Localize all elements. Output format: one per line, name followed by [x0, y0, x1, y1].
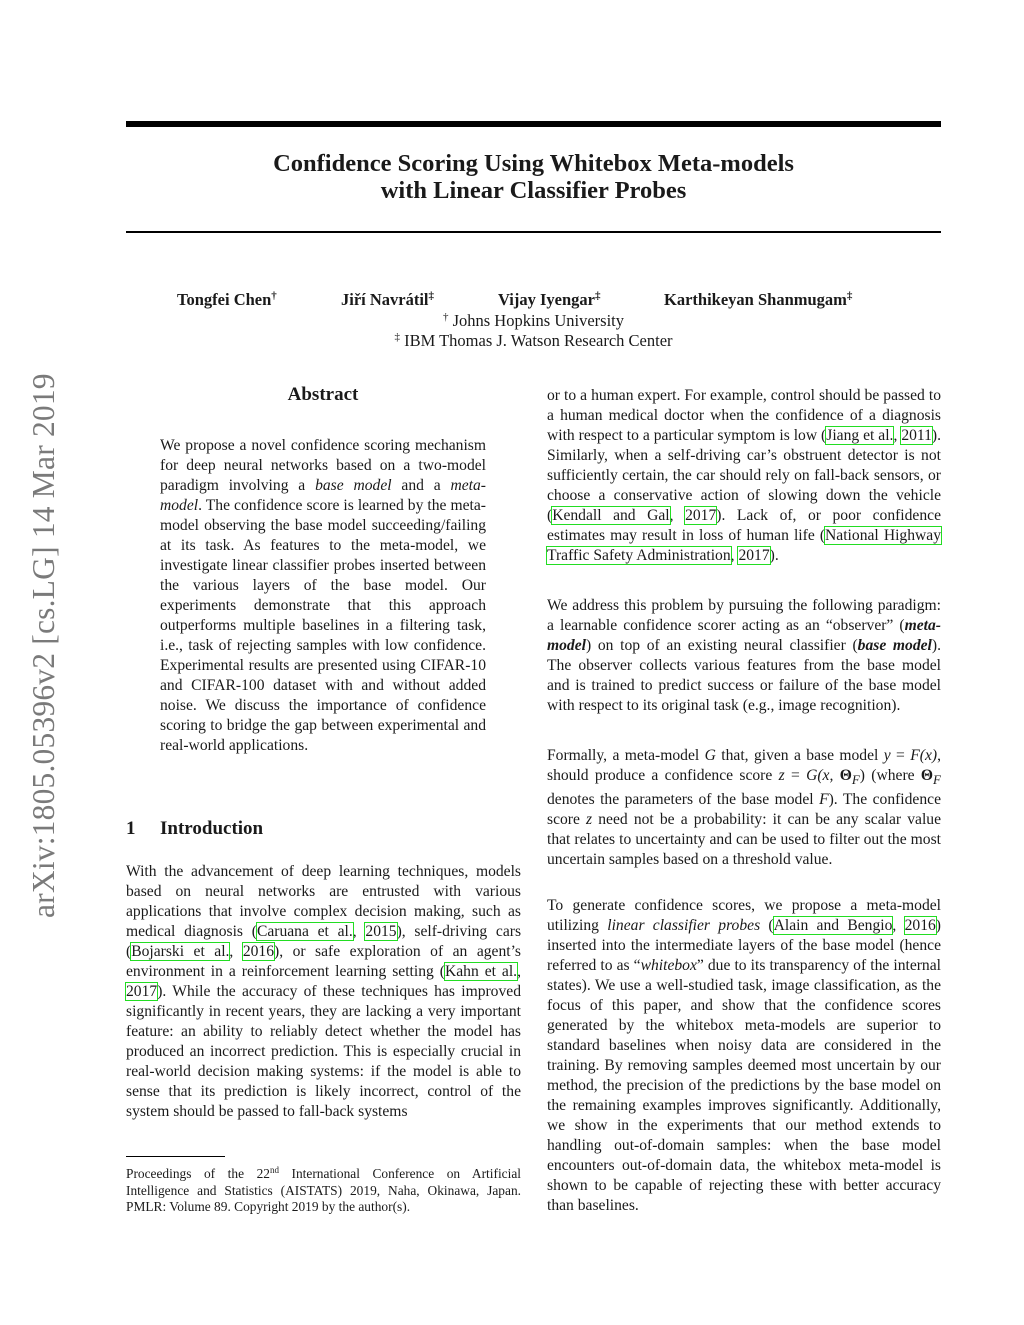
introduction-heading: 1 Introduction — [126, 818, 264, 839]
abstract-body: We propose a novel confidence scoring mechanism for deep neural networks based on a two-model paradigm involving a base model and a meta-model. The confidence score is learned by the meta-model observing the base model succeeding/failing at its task. As features to the meta-model, we investigate linear classifier probes inserted between the various layers of the base model. Our experiments demonstrate that this approach outperforms multiple baselines in a filtering task, i.e., task of rejecting samples with low confidence. Experimental results are presented using CIFAR-10 and CIFAR-100 dataset with and without added noise. We discuss the importance of confidence scoring to bridge the gap between experimental and real-world applications. — [160, 437, 486, 754]
citation-year-link[interactable]: 2015 — [365, 923, 397, 940]
footnote: Proceedings of the 22nd International Conference on Artificial Intelligence and Statistics (AISTATS) 2019, Naha, Okinawa, Japan. PMLR: Volume 89. Copyright 2019 by the author(s). — [126, 1165, 521, 1214]
right-paragraph-3: Formally, a meta-model G that, given a base model y = F(x), should produce a confidence score z = G(x, $\Theta_F$) (where $\Theta_F$ denotes the parameters of the base model F). The confidence score z need not be a probability: it can be any scalar value that relates to uncertainty and can be used to filter out the most uncertain samples based on a threshold value. — [547, 747, 941, 869]
citation-year-link[interactable]: 2017 — [126, 983, 158, 1000]
author-2: Jiří Navrátil‡ — [341, 290, 435, 309]
citation-link[interactable]: Alain and Bengio — [773, 917, 893, 934]
paper-title — [126, 150, 941, 204]
author-1: Tongfei Chen† — [177, 290, 277, 309]
introduction-body: With the advancement of deep learning techniques, models based on neural networks are entrusted with various applications that involve complex decision making, such as medical diagnosis (Caruana et al., 2015), self-driving cars (Bojarski et al., 2016), or safe exploration of an agent’s environment in a reinforcement learning setting (Kahn et al., 2017). While the accuracy of these techniques has improved significantly in recent years, they are lacking a very important feature: an ability to reliably detect whether the model has produced an incorrect prediction. This is especially crucial in real-world decision making systems: if the model is able to sense that its prediction is likely incorrect, control of the system should be passed to fall-back systems — [126, 863, 522, 1120]
arxiv-identifier: arXiv:1805.05396v2 [cs.LG] 14 Mar 2019 — [26, 373, 61, 919]
citation-year-link[interactable]: 2016 — [904, 917, 936, 934]
citation-year-link[interactable]: 2011 — [901, 427, 932, 444]
affiliation-2: ‡ IBM Thomas J. Watson Research Center — [394, 331, 673, 350]
citation-year-link[interactable]: 2016 — [242, 943, 274, 960]
right-paragraph-2: We address this problem by pursuing the following paradigm: a learnable confidence scorer acting as an “observer” (meta-model) on top of an existing neural classifier (base model). The observer collects various features from the base model and is trained to predict success or failure of the base model with respect to its original task (e.g., image recognition). — [547, 597, 941, 714]
title-bottom-rule — [126, 231, 941, 233]
citation-year-link[interactable]: 2017 — [685, 507, 717, 524]
right-paragraph-4: To generate confidence scores, we propose a meta-model utilizing linear classifier probes (Alain and Bengio, 2016) inserted into the intermediate layers of the base model (hence referred to as “whitebox” due to its transparency of the internal states). We use a well-studied task, image classification, as the focus of this paper, and show that the confidence scores generated by the whitebox meta-models are superior to standard baselines when noisy data are considered in the training. By removing samples deemed most uncertain by our method, the precision of the predictions by the base model on the remaining examples improves significantly. Additionally, we show in the experiments that our method extends to handling out-of-domain samples: when the base model encounters out-of-domain data, the whitebox meta-model is shown to be capable of rejecting these with better accuracy than baselines. — [547, 897, 941, 1214]
citation-link[interactable]: Kendall and Gal — [552, 507, 670, 524]
author-4: Karthikeyan Shanmugam‡ — [664, 290, 853, 309]
footnote-rule — [126, 1156, 225, 1157]
title-line-1: Confidence Scoring Using Whitebox Meta-models — [273, 150, 794, 177]
citation-link[interactable]: National Highway Traffic Safety Administration — [547, 527, 941, 564]
author-3: Vijay Iyengar‡ — [498, 290, 601, 309]
affiliation-1: † Johns Hopkins University — [442, 311, 625, 330]
title-line-2: with Linear Classifier Probes — [380, 177, 687, 204]
citation-link[interactable]: Kahn et al. — [444, 963, 518, 980]
section-number: 1 — [126, 818, 136, 839]
citation-link[interactable]: Bojarski et al. — [131, 943, 230, 960]
citation-link[interactable]: Jiang et al. — [826, 427, 894, 444]
right-paragraph-1: or to a human expert. For example, control should be passed to a human medical doctor when the confidence of a diagnosis with respect to a particular symptom is low (Jiang et al., 2011). Similarly, when a self-driving car’s obstruent detector is not sufficiently certain, the car should rely on fall-back sensors, or choose a conservative action of slowing down the vehicle (Kendall and Gal, 2017). Lack of, or poor confidence estimates may result in loss of human life (National Highway Traffic Safety Administration, 2017). — [547, 387, 942, 564]
abstract-heading: Abstract — [287, 384, 359, 405]
citation-year-link[interactable]: 2017 — [738, 547, 770, 564]
title-top-rule — [126, 121, 941, 127]
citation-link[interactable]: Caruana et al. — [256, 923, 353, 940]
